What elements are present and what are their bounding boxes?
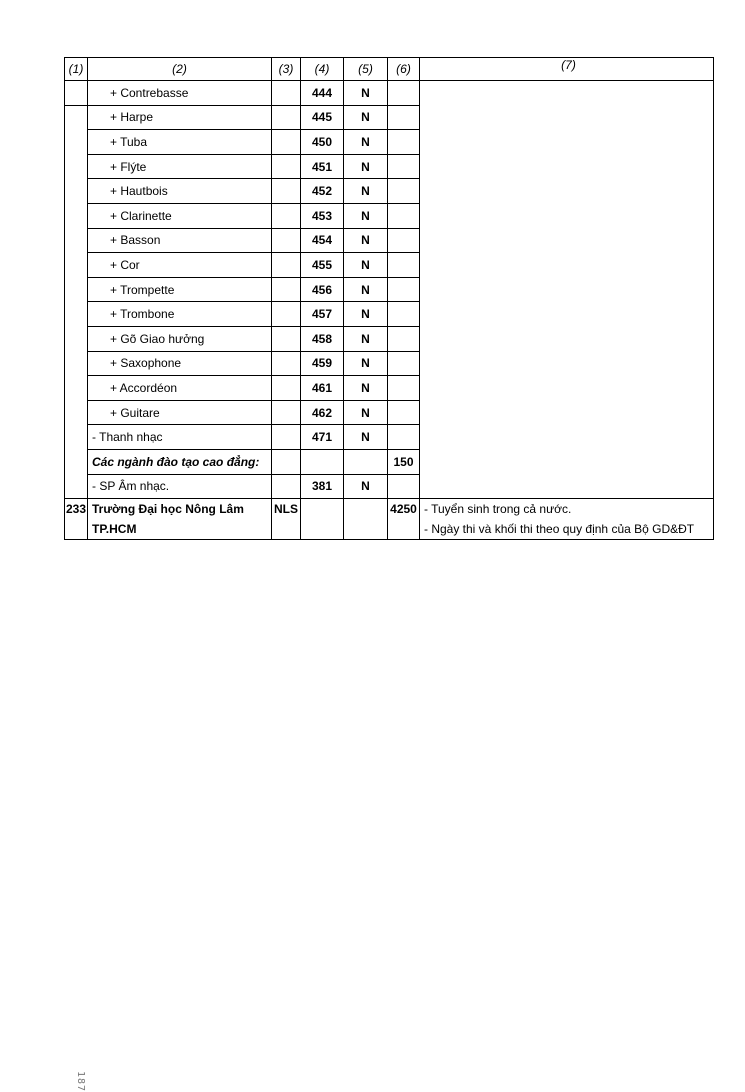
cell-code: [301, 326, 344, 351]
cell-major-name: [88, 326, 272, 351]
cell-code-text: 453: [311, 208, 333, 223]
page-number: [44, 531, 86, 1092]
cell-major-name-text: + Basson: [110, 233, 161, 248]
cell-major-name: [88, 81, 272, 106]
cell-quota: [388, 277, 420, 302]
cell-code: [301, 203, 344, 228]
cell-major-name-text: + Trombone: [110, 307, 175, 322]
cell-block-text: N: [361, 282, 370, 297]
cell-code-text: 450: [311, 134, 333, 149]
cell-quota: [388, 203, 420, 228]
cell-major-name: [88, 376, 272, 401]
school-name-text: Trường Đại học Nông Lâm TP.HCM: [92, 502, 244, 537]
header-col-2: (2): [88, 58, 272, 81]
cell-quota: [388, 400, 420, 425]
school-name: [88, 499, 272, 540]
cell-quota: [388, 253, 420, 278]
cell-code-text: 444: [311, 85, 333, 100]
cell-block-text: N: [361, 479, 370, 494]
cell-abbr: [272, 425, 301, 450]
cell-code: [301, 130, 344, 155]
cell-quota: [388, 425, 420, 450]
school-number: [65, 499, 88, 540]
cell-major-name-text: + Trompette: [110, 282, 175, 297]
cell-code-text: 456: [311, 282, 333, 297]
college-quota: [388, 449, 420, 474]
page-number-text: 187: [75, 1071, 86, 1092]
cell-abbr: [272, 326, 301, 351]
cell-block: [344, 425, 388, 450]
header-col-7: (7): [420, 58, 714, 81]
cell-block: [344, 449, 388, 474]
header-col-3: (3): [272, 58, 301, 81]
cell-abbr: [272, 203, 301, 228]
cell-block-text: N: [361, 331, 370, 346]
cell-block: [344, 81, 388, 106]
cell-code: [301, 351, 344, 376]
school-quota: [388, 499, 420, 540]
cell-block-text: N: [361, 85, 370, 100]
cell-quota: [388, 81, 420, 106]
cell-quota: [388, 130, 420, 155]
college-heading: [88, 449, 272, 474]
cell-code: [301, 277, 344, 302]
cell-code-text: 471: [311, 430, 333, 445]
cell-abbr: [272, 179, 301, 204]
cell-code-text: 457: [311, 307, 333, 322]
cell-abbr: [272, 130, 301, 155]
cell-major-name-text: + Flýte: [110, 159, 147, 174]
cell-major-name: [88, 154, 272, 179]
cell-code: [301, 449, 344, 474]
header-col-1: (1): [65, 58, 88, 81]
cell-code-text: 459: [311, 356, 333, 371]
cell-block-text: N: [361, 257, 370, 272]
cell-code-text: 461: [311, 380, 333, 395]
cell-code-text: 454: [311, 233, 333, 248]
cell-code-text: 458: [311, 331, 333, 346]
cell-block-text: N: [361, 159, 370, 174]
cell-quota: [388, 228, 420, 253]
cell-block: [344, 376, 388, 401]
school-note-line: - Tuyển sinh trong cả nước.: [424, 502, 572, 517]
cell-major-name-text: - Thanh nhạc: [92, 430, 163, 445]
cell-block: [344, 179, 388, 204]
cell-block: [344, 228, 388, 253]
cell-block: [344, 400, 388, 425]
cell-code-text: 455: [311, 257, 333, 272]
cell-number: [65, 105, 88, 499]
cell-code-text: 462: [311, 405, 333, 420]
cell-block-text: N: [361, 134, 370, 149]
header-col-5: (5): [344, 58, 388, 81]
cell-major-name: [88, 302, 272, 327]
cell-block-text: N: [361, 405, 370, 420]
cell-major-name-text: + Guitare: [110, 405, 160, 420]
cell-abbr: [272, 253, 301, 278]
cell-major-name-text: + Gõ Giao hưởng: [110, 331, 205, 346]
cell-block: [344, 474, 388, 499]
cell-major-name: [88, 351, 272, 376]
cell-major-name-text: + Cor: [110, 257, 140, 272]
cell-code-text: 452: [311, 184, 333, 199]
cell-block-text: N: [361, 430, 370, 445]
cell-code: [301, 499, 344, 540]
school-quota-text: 4250: [390, 502, 417, 517]
school-notes: [420, 499, 714, 540]
cell-code: [301, 474, 344, 499]
cell-major-name: [88, 400, 272, 425]
cell-number: [65, 81, 88, 106]
header-row: [65, 58, 714, 81]
cell-code: [301, 228, 344, 253]
cell-abbr: [272, 105, 301, 130]
cell-block: [344, 130, 388, 155]
cell-quota: [388, 179, 420, 204]
header-col-6: (6): [388, 58, 420, 81]
cell-quota: [388, 302, 420, 327]
cell-major-name: [88, 203, 272, 228]
cell-major-name-text: + Accordéon: [110, 380, 178, 395]
cell-block-text: N: [361, 110, 370, 125]
cell-abbr: [272, 277, 301, 302]
cell-notes: [420, 81, 714, 499]
cell-abbr: [272, 400, 301, 425]
cell-block-text: N: [361, 184, 370, 199]
cell-major-name: [88, 277, 272, 302]
cell-abbr: [272, 81, 301, 106]
cell-code-text: 381: [311, 479, 333, 494]
cell-abbr: [272, 351, 301, 376]
cell-major-name: [88, 474, 272, 499]
college-quota-text: 150: [393, 454, 414, 469]
table-row: [65, 81, 714, 106]
cell-abbr: [272, 376, 301, 401]
cell-block-text: N: [361, 307, 370, 322]
cell-block-text: N: [361, 208, 370, 223]
school-abbr: [272, 499, 301, 540]
cell-major-name-text: + Hautbois: [110, 184, 168, 199]
cell-code: [301, 253, 344, 278]
cell-code: [301, 302, 344, 327]
cell-code: [301, 154, 344, 179]
cell-block: [344, 302, 388, 327]
cell-block-text: N: [361, 356, 370, 371]
cell-block-text: N: [361, 380, 370, 395]
cell-major-name: [88, 130, 272, 155]
cell-abbr: [272, 449, 301, 474]
cell-quota: [388, 376, 420, 401]
cell-code: [301, 105, 344, 130]
header-col-4: (4): [301, 58, 344, 81]
cell-block-text: N: [361, 233, 370, 248]
cell-block: [344, 154, 388, 179]
cell-major-name-text: - SP Âm nhạc.: [92, 479, 170, 494]
cell-abbr: [272, 302, 301, 327]
cell-code: [301, 376, 344, 401]
cell-code: [301, 425, 344, 450]
cell-major-name: [88, 253, 272, 278]
cell-major-name: [88, 179, 272, 204]
school-note-line: - Ngày thi và khối thi theo quy định của Bộ GD&ĐT: [424, 522, 695, 537]
admissions-table: [64, 57, 714, 540]
cell-quota: [388, 105, 420, 130]
cell-block: [344, 499, 388, 540]
cell-block: [344, 326, 388, 351]
cell-major-name-text: + Saxophone: [110, 356, 182, 371]
cell-block: [344, 351, 388, 376]
cell-code-text: 445: [311, 110, 333, 125]
cell-quota: [388, 351, 420, 376]
cell-major-name-text: + Clarinette: [110, 208, 172, 223]
cell-code: [301, 400, 344, 425]
school-row: [65, 499, 714, 540]
cell-major-name: [88, 105, 272, 130]
cell-quota: [388, 154, 420, 179]
cell-abbr: [272, 228, 301, 253]
cell-major-name: [88, 425, 272, 450]
cell-block: [344, 105, 388, 130]
college-heading-text: Các ngành đào tạo cao đẳng:: [92, 454, 260, 469]
cell-major-name: [88, 228, 272, 253]
cell-major-name-text: + Contrebasse: [110, 85, 189, 100]
cell-code-text: 451: [311, 159, 333, 174]
cell-block: [344, 203, 388, 228]
cell-code: [301, 179, 344, 204]
cell-code: [301, 81, 344, 106]
cell-quota: [388, 326, 420, 351]
cell-quota: [388, 474, 420, 499]
cell-block: [344, 277, 388, 302]
cell-abbr: [272, 474, 301, 499]
cell-major-name-text: + Tuba: [110, 134, 148, 149]
cell-major-name-text: + Harpe: [110, 110, 154, 125]
school-number-text: 233: [65, 502, 87, 517]
cell-abbr: [272, 154, 301, 179]
school-abbr-text: NLS: [274, 502, 298, 517]
cell-block: [344, 253, 388, 278]
